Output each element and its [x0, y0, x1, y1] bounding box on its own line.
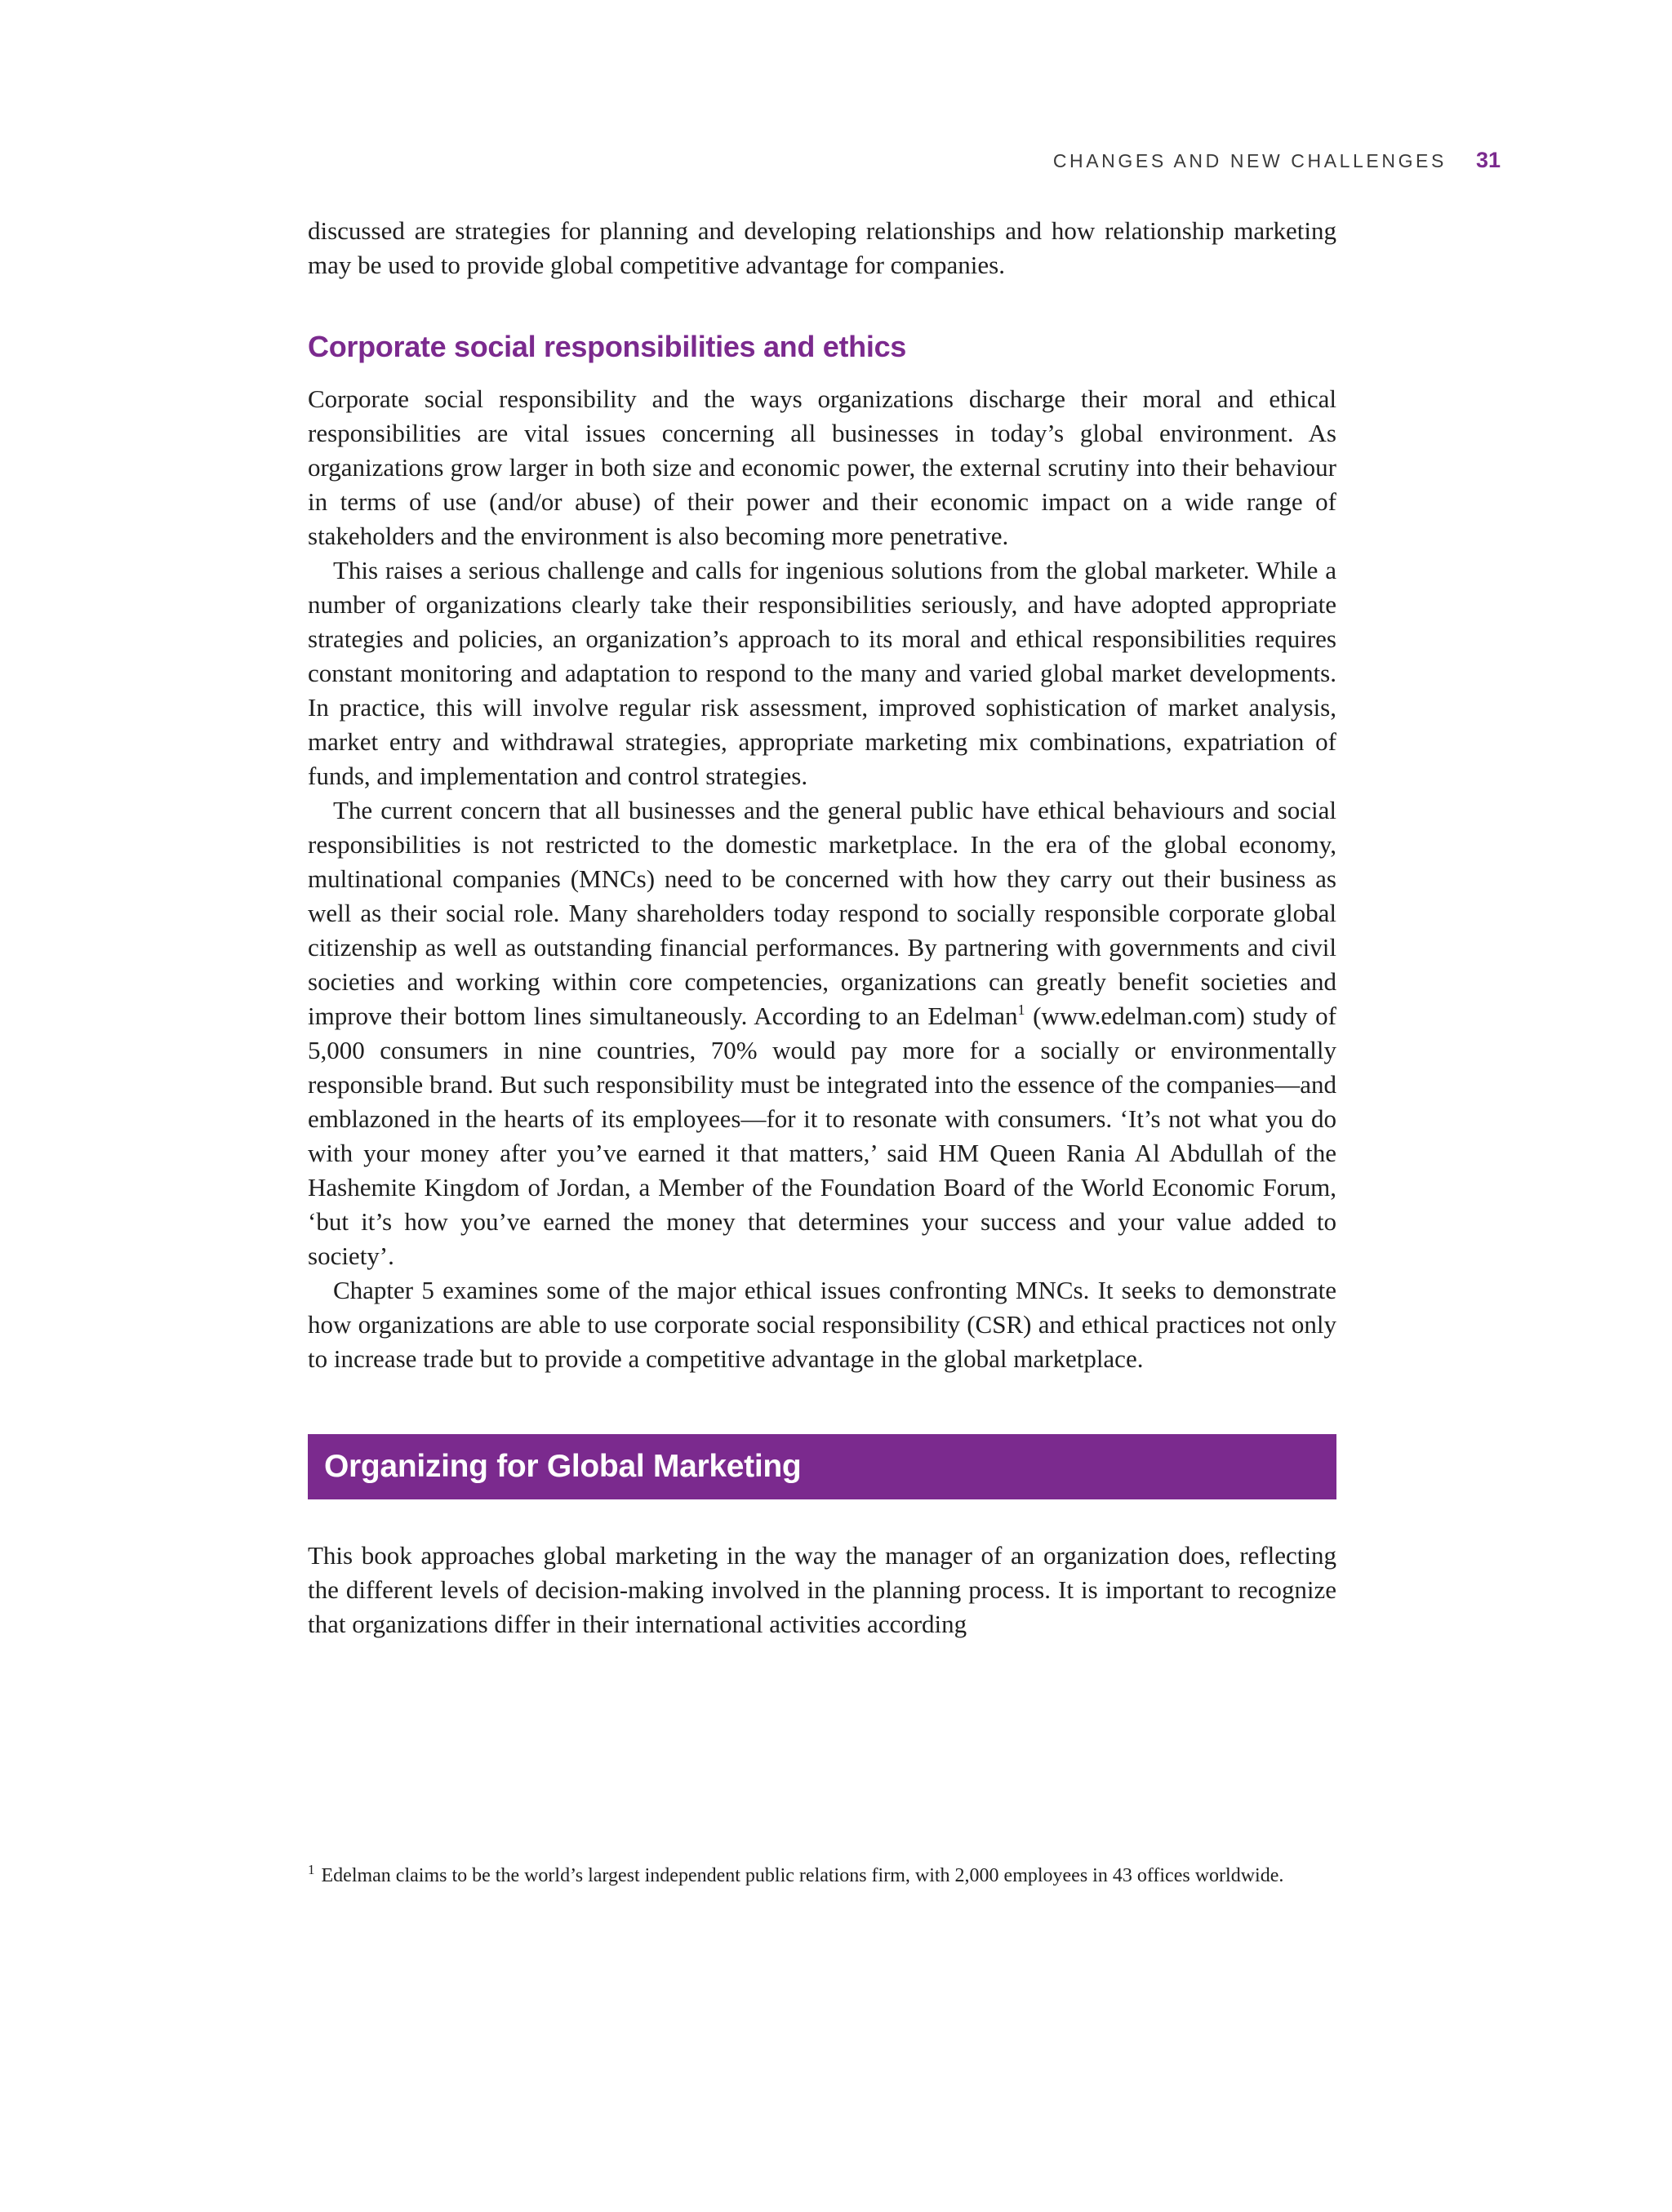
csr-heading: Corporate social responsibilities and ethics: [308, 330, 907, 363]
running-title: CHANGES AND NEW CHALLENGES: [1052, 150, 1447, 171]
csr-paragraph-3: [308, 793, 1336, 1273]
footnote-text: Edelman claims to be the world’s largest independent public relations firm, with 2,000 employees in 43 offices worldwide.: [321, 1865, 1284, 1886]
csr-paragraph-3-text-b: (www.edelman.com) study of 5,000 consumers in nine countries, 70% would pay more for a socially or environmentally responsible brand. But such responsibility must be integrated into the essence of the companies—and emblazoned in the hearts of its employees—for it to resonate with consumers. ‘It’s not what you do with your money after you’ve earned it that matters,’ said HM Queen Rania Al Abdullah of the Hashemite Kingdom of Jordan, a Member of the Foundation Board of the World Economic Forum, ‘but it’s how you’ve earned the money that determines your success and your value added to society’.: [308, 1002, 1336, 1270]
csr-paragraph-2: This raises a serious challenge and calls for ingenious solutions from the global marketer. While a number of organizations clearly take their responsibilities seriously, and have adopted appropriate strategies and policies, an organization’s approach to its moral and ethical responsibilities requires constant monitoring and adaptation to respond to the many and varied global market developments. In practice, this will involve regular risk assessment, improved sophistication of market analysis, market entry and withdrawal strategies, appropriate marketing mix combinations, expatriation of funds, and implementation and control strategies.: [308, 556, 1336, 790]
intro-paragraph: discussed are strategies for planning and developing relationships and how relationship marketing may be used to provide global competitive advantage for companies.: [308, 216, 1336, 279]
section-banner: [308, 1434, 1336, 1499]
csr-paragraph-4: Chapter 5 examines some of the major ethical issues confronting MNCs. It seeks to demonstrate how organizations are able to use corporate social responsibility (CSR) and ethical practices not only to increase trade but to provide a competitive advantage in the global marketplace.: [308, 1276, 1336, 1373]
body-column: [308, 214, 1336, 1641]
footnote: [308, 1863, 1336, 1889]
organizing-heading: Organizing for Global Marketing: [324, 1449, 802, 1484]
footnote-mark: 1: [308, 1862, 315, 1877]
organizing-paragraph-1: This book approaches global marketing in the way the manager of an organization does, reflecting the different levels of decision-making involved in the planning process. It is important to recognize that organizations differ in their international activities according: [308, 1541, 1336, 1638]
csr-paragraph-1: Corporate social responsibility and the ways organizations discharge their moral and ethical responsibilities are vital issues concerning all businesses in today’s global environment. As organizations grow larger in both size and economic power, the external scrutiny into their behaviour in terms of use (and/or abuse) of their power and their economic impact on a wide range of stakeholders and the environment is also becoming more penetrative.: [308, 384, 1336, 550]
page-number: 31: [1475, 148, 1501, 172]
footnote-reference[interactable]: 1: [1017, 1002, 1025, 1018]
running-head: [1053, 148, 1501, 173]
csr-paragraph-3-text-a: The current concern that all businesses and the general public have ethical behaviours and social responsibilities is not restricted to the domestic marketplace. In the era of the global economy, multinational companies (MNCs) need to be concerned with how they carry out their business as well as their social role. Many shareholders today respond to socially responsible corporate global citizenship as well as outstanding financial performances. By partnering with governments and civil societies and working within core competencies, organizations can greatly benefit societies and improve their bottom lines simultaneously. According to an Edelman: [308, 796, 1336, 1030]
